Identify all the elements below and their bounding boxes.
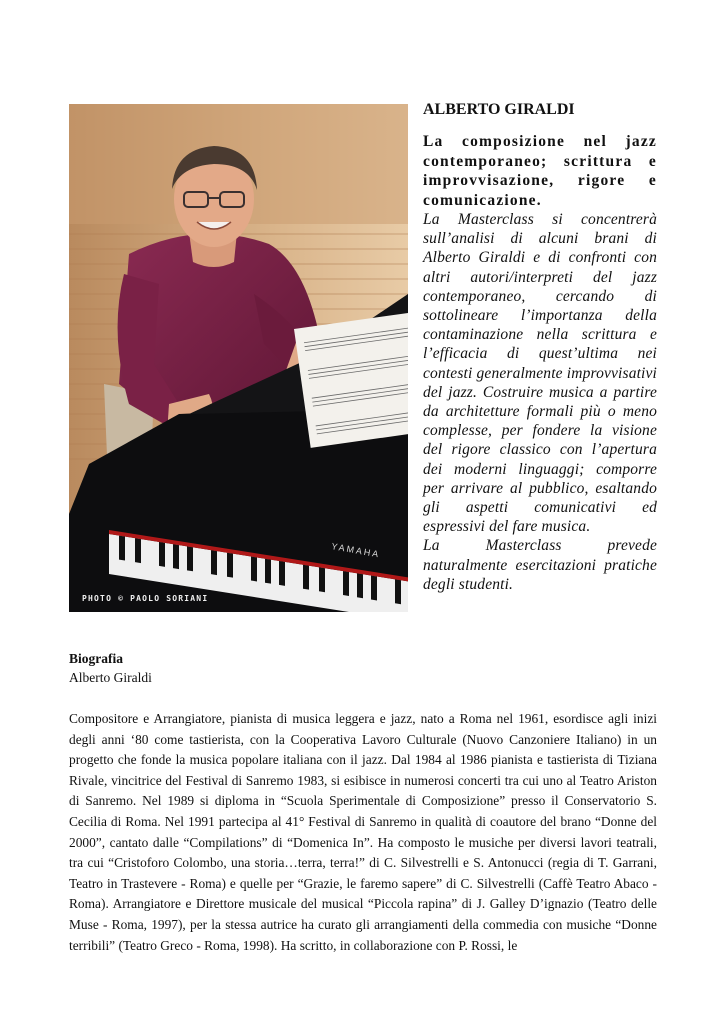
biography-heading: Biografia <box>69 651 123 666</box>
photo-credit: PHOTO © PAOLO SORIANI <box>82 594 209 603</box>
masterclass-title: La composizione nel jazz contemporaneo; scrittura e improvvisazione, rigore e comunicazione. <box>423 133 657 209</box>
masterclass-description: La Masterclass si concentrerà sull’analisi di alcuni brani di Alberto Giraldi e di confronti con altri autori/interpreti del jazz contemporaneo, cercando di sottolineare l’importanza della contaminazione nella scrittura e l’efficacia di quest’ultima nei contesti generalmente improvvisativi del jazz. Costruire musica a partire da architetture formali più o meno complesse, per fondere la visione del rigore classico con l’apertura dei moderni linguaggi; comporre per arrivare al pubblico, esaltando gli aspetti comunicativi ed espressivi del fare musica. <box>423 211 657 536</box>
masterclass-column <box>423 100 657 594</box>
biography-name: Alberto Giraldi <box>69 670 152 685</box>
piano-brand: YAMAHA <box>330 541 381 560</box>
biography-text: Compositore e Arrangiatore, pianista di musica leggera e jazz, nato a Roma nel 1961, esordisce agli inizi degli anni ‘80 come tastierista, con la Cooperativa Lavoro Culturale (Nuovo Canzoniere Italiano) in un progetto che fonde la musica popolare italiana con il jazz. Dal 1984 al 1986 pianista e tastierista di Tiziana Rivale, vincitrice del Festival di Sanremo 1983, si esibisce in numerosi concerti tra cui uno al Teatro Ariston di Sanremo. Nel 1989 si diploma in “Scuola Sperimentale di Composizione” presso il Conservatorio S. Cecilia di Roma. Nel 1991 partecipa al 41° Festival di Sanremo in qualità di coautore del brano “Donne del 2000”, cantato dalle “Compilations” di “Domenica In”. Ha composto le musiche per diversi lavori teatrali, tra cui “Cristoforo Colombo, una storia…terra, terra!” di C. Silvestrelli e S. Antonucci (regia di T. Garrani, Teatro in Trastevere - Roma) e quelle per “Grazie, le faremo sapere” di C. Silvestrelli (Caffè Teatro Abaco - Roma). Arrangiatore e Direttore musicale del musical “Piccola rapina” di J. Galley D’ignazio (Teatro delle Muse - Roma, 1997), per la stessa autrice ha curato gli arrangiamenti della commedia con musiche “Donne terribili” (Teatro Greco - Roma, 1998). Ha scritto, in collaborazione con P. Rossi, le <box>69 711 657 953</box>
artist-name: ALBERTO GIRALDI <box>423 101 575 118</box>
photo-illustration <box>69 104 408 612</box>
masterclass-note: La Masterclass prevede naturalmente esercitazioni pratiche degli studenti. <box>423 537 657 593</box>
artist-photo <box>69 104 408 612</box>
